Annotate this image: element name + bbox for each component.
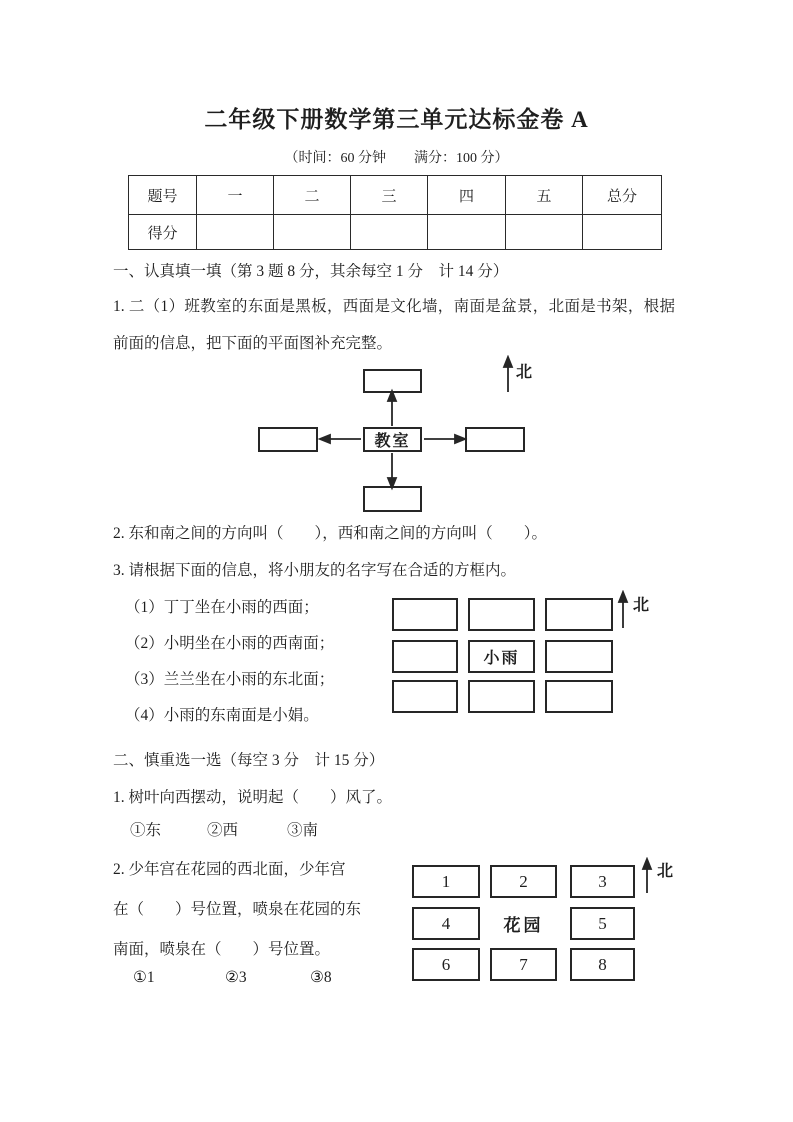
score-cell: [351, 215, 428, 250]
score-table-header-cell: 题号: [129, 176, 197, 215]
answer-box: [392, 598, 458, 631]
clue-item: （4）小雨的东南面是小娟。: [125, 707, 319, 724]
section-one-heading: 一、认真填一填（第 3 题 8 分，其余每空 1 分 计 14 分）: [113, 263, 509, 280]
paper-info-line: （时间：60 分钟 满分：100 分）: [284, 151, 509, 166]
position-box-1: [412, 865, 480, 898]
option-choice: ①1: [133, 969, 155, 986]
north-label: 北: [516, 364, 533, 381]
option-choice: ③8: [310, 969, 332, 986]
position-box-4: [412, 907, 480, 940]
option-choice: ③南: [287, 822, 319, 839]
s2-q2-line: 在（ ）号位置，喷泉在花园的东: [113, 901, 362, 918]
question-1-text: 1. 二（1）班教室的东面是黑板，西面是文化墙，南面是盆景，北面是书架，根据前面的信息，把下面的平面图补充完整。: [113, 298, 675, 352]
position-number: 4: [441, 913, 451, 933]
position-number: 6: [441, 954, 451, 974]
answer-box: [545, 598, 613, 631]
option-choice: ②3: [225, 969, 247, 986]
option-choice: ②西: [207, 822, 239, 839]
position-number: 2: [519, 871, 528, 891]
answer-box: [392, 640, 458, 673]
question-3-clues: [125, 590, 405, 734]
s2-q1-options: [130, 818, 430, 842]
position-number: 3: [598, 871, 607, 891]
xiaoyu-label: 小雨: [483, 650, 520, 667]
score-cell: [274, 215, 351, 250]
position-box-2: [490, 865, 557, 898]
score-table-header-cell: 三: [351, 176, 428, 215]
score-cell: [428, 215, 506, 250]
clue-item: （3）兰兰坐在小雨的东北面；: [125, 671, 335, 688]
score-cell: [583, 215, 662, 250]
north-label: 北: [633, 597, 650, 614]
garden-diagram: [410, 855, 690, 990]
question-2-text: 2. 东和南之间的方向叫（ ），西和南之间的方向叫（ ）。: [113, 525, 548, 542]
garden-label: [490, 907, 557, 940]
score-row-label: 得分: [129, 215, 197, 250]
score-table-header-cell: 总分: [583, 176, 662, 215]
score-table-header-cell: 五: [506, 176, 583, 215]
option-choice: ①东: [130, 822, 162, 839]
classroom-arrows: [250, 355, 550, 520]
paper-title: 二年级下册数学第三单元达标金卷 A: [204, 107, 589, 132]
answer-box: [468, 680, 535, 713]
answer-box: [392, 680, 458, 713]
position-box-3: [570, 865, 635, 898]
seating-diagram: [390, 588, 670, 723]
score-table: [128, 175, 662, 250]
garden-label-text: 花园: [503, 916, 544, 935]
answer-box: [468, 598, 535, 631]
xiaoyu-center-box: [468, 640, 535, 673]
classroom-diagram: [250, 355, 550, 520]
north-arrow-icon: [617, 590, 631, 630]
position-box-5: [570, 907, 635, 940]
question-3-text: 3. 请根据下面的信息，将小朋友的名字写在合适的方框内。: [113, 562, 517, 579]
answer-box: [545, 640, 613, 673]
position-box-8: [570, 948, 635, 981]
score-cell: [506, 215, 583, 250]
position-number: 7: [519, 954, 528, 974]
s2-question-1-text: 1. 树叶向西摆动，说明起（ ）风了。: [113, 789, 393, 806]
score-cell: [197, 215, 274, 250]
s2-q2-line: 南面，喷泉在（ ）号位置。: [113, 941, 331, 958]
score-table-header-cell: 二: [274, 176, 351, 215]
north-arrow-icon: [641, 857, 655, 895]
s2-q2-line: 2. 少年宫在花园的西北面，少年宫: [113, 861, 346, 878]
position-box-7: [490, 948, 557, 981]
north-label: 北: [657, 863, 674, 880]
score-table-header-cell: 一: [197, 176, 274, 215]
position-box-6: [412, 948, 480, 981]
score-table-header-cell: 四: [428, 176, 506, 215]
position-number: 5: [598, 913, 607, 933]
section-two-heading: 二、慎重选一选（每空 3 分 计 15 分）: [113, 752, 385, 769]
answer-box: [545, 680, 613, 713]
s2-q2-options: [133, 968, 433, 992]
clue-item: （2）小明坐在小雨的西南面；: [125, 635, 335, 652]
position-number: 1: [441, 871, 451, 891]
position-number: 8: [598, 954, 607, 974]
classroom-label: 教室: [374, 433, 411, 450]
s2-question-2-text: [113, 850, 383, 970]
clue-item: （1）丁丁坐在小雨的西面；: [125, 599, 319, 616]
